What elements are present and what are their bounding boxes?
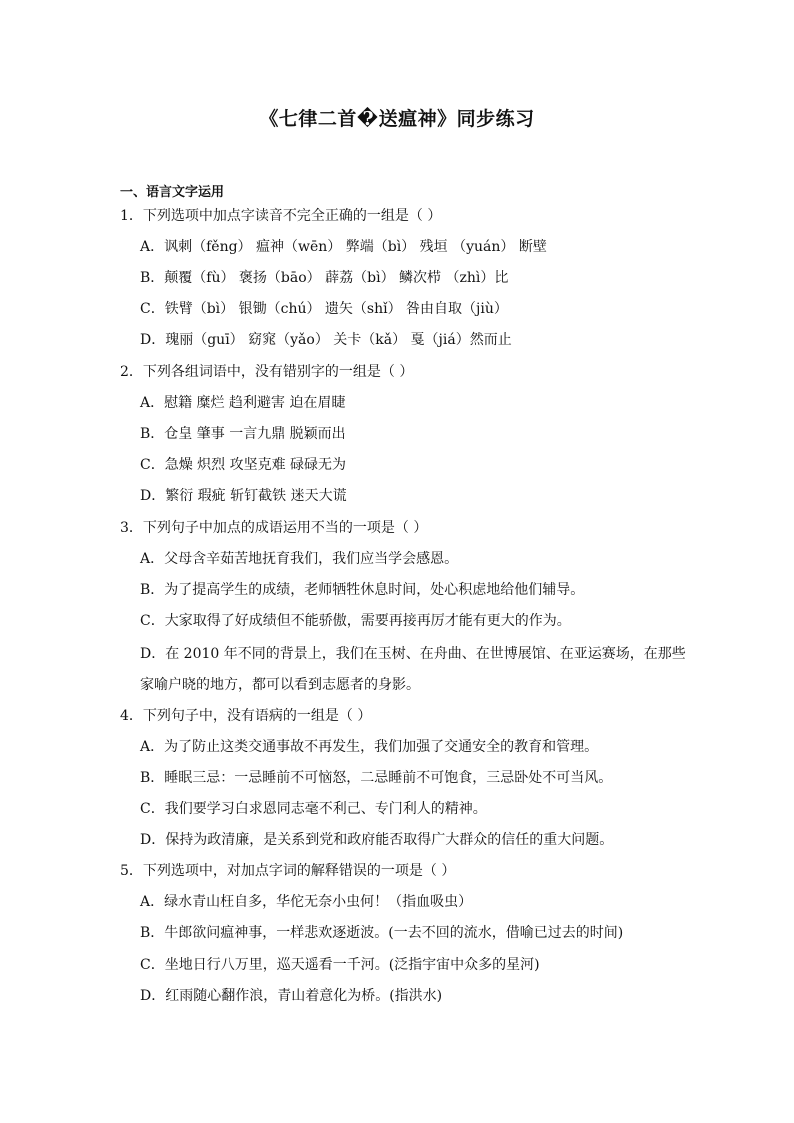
question-2-option-b: B．仓皇 肇事 一言九鼎 脱颖而出 — [140, 426, 346, 442]
question-1-option-a: A．讽刺（fěng） 瘟神（wēn） 弊端（bì） 残垣 （yuán） 断壁 — [140, 239, 547, 255]
section-heading: 一、语言文字运用 — [120, 185, 225, 200]
question-4-option-c: C．我们要学习白求恩同志毫不利己、专门利人的精神。 — [140, 801, 487, 817]
question-5-stem: 5．下列选项中，对加点字词的解释错误的一项是（ ） — [120, 863, 456, 879]
question-2-option-a: A．慰籍 糜烂 趋利避害 迫在眉睫 — [140, 395, 346, 411]
question-1-option-b: B．颠覆（fù） 褒扬（bāo） 薜荔（bì） 鳞次栉 （zhì）比 — [140, 270, 509, 286]
question-3-option-c: C．大家取得了好成绩但不能骄傲，需要再接再厉才能有更大的作为。 — [140, 613, 571, 629]
question-3-option-b: B．为了提高学生的成绩，老师牺牲休息时间，处心积虑地给他们辅导。 — [140, 582, 585, 598]
page-title: 《七律二首�送瘟神》同步练习 — [259, 108, 535, 130]
question-5-option-a: A．绿水青山枉自多，华佗无奈小虫何！（指血吸虫） — [140, 894, 473, 910]
question-1-option-d: D．瑰丽（guī） 窈窕（yǎo） 关卡（kǎ） 戛（jiá）然而止 — [140, 332, 512, 348]
question-4-option-b: B．睡眠三忌：一忌睡前不可恼怒，二忌睡前不可饱食，三忌卧处不可当风。 — [140, 770, 613, 786]
question-3-option-d: D．在 2010 年不同的背景上，我们在玉树、在舟曲、在世博展馆、在亚运赛场，在那些 — [140, 646, 686, 662]
question-2-option-c: C．急燥 炽烈 攻坚克难 碌碌无为 — [140, 457, 347, 473]
question-3-option-d-continued: 家喻户晓的地方，都可以看到志愿者的身影。 — [140, 677, 420, 693]
question-3-stem: 3．下列句子中加点的成语运用不当的一项是（ ） — [120, 520, 428, 536]
question-3-option-a: A．父母含辛茹苦地抚育我们，我们应当学会感恩。 — [140, 551, 459, 567]
question-4-option-a: A．为了防止这类交通事故不再发生，我们加强了交通安全的教育和管理。 — [140, 739, 599, 755]
question-5-option-c: C．坐地日行八万里，巡天遥看一千河。(泛指宇宙中众多的星河) — [140, 957, 540, 973]
question-5-option-d: D．红雨随心翻作浪，青山着意化为桥。(指洪水) — [140, 988, 443, 1004]
question-2-stem: 2．下列各组词语中，没有错别字的一组是（ ） — [120, 364, 414, 380]
question-4-option-d: D．保持为政清廉，是关系到党和政府能否取得广大群众的信任的重大问题。 — [140, 832, 614, 848]
question-1-option-c: C．铁臂（bì） 银锄（chú） 遗矢（shǐ） 咎由自取（jiù） — [140, 301, 508, 317]
question-5-option-b: B．牛郎欲问瘟神事，一样悲欢逐逝波。(一去不回的流水，借喻已过去的时间) — [140, 925, 624, 941]
question-1-stem: 1．下列选项中加点字读音不完全正确的一组是（ ） — [120, 208, 442, 224]
question-4-stem: 4．下列句子中，没有语病的一组是（ ） — [120, 708, 372, 724]
question-2-option-d: D．繁衍 瑕疵 斩钉截铁 迷天大谎 — [140, 488, 347, 504]
